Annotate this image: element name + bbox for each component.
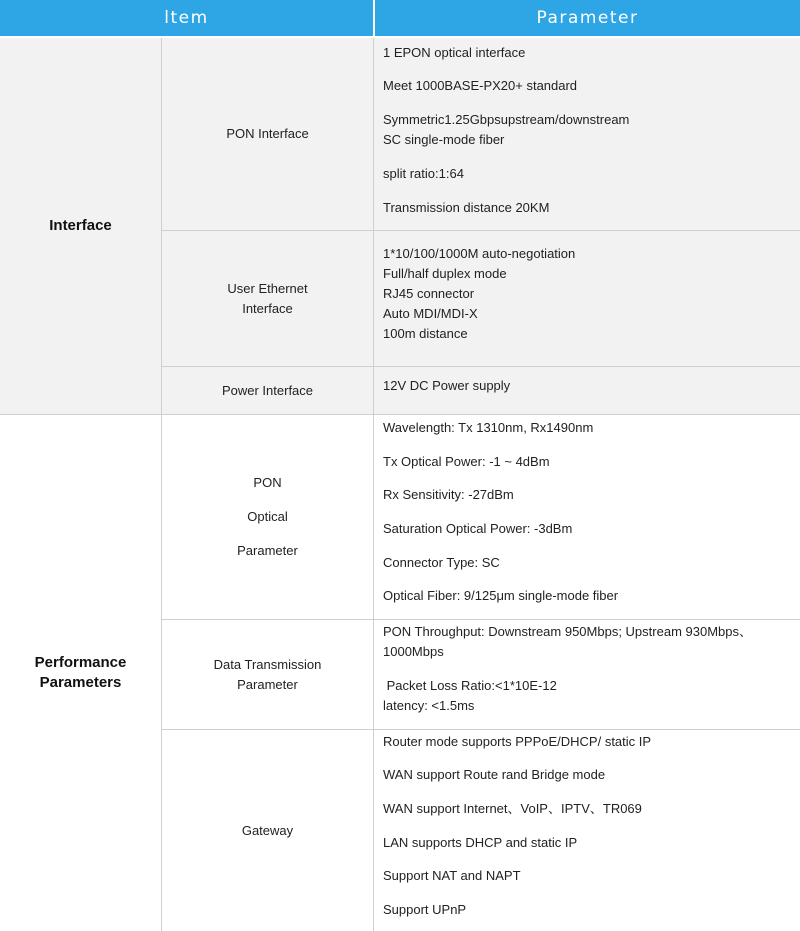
param-line: Support UPnP [383,902,467,917]
gateway-label: Gateway [241,822,294,838]
param-line: WAN support Internet、VoIP、IPTV、TR069 [383,801,642,816]
param-line: 100m distance [383,326,468,341]
header-item: ltem [0,0,373,36]
optical-label-1: PON [253,475,282,490]
optical-label-2: Optical [247,509,288,524]
param-line: 1*10/100/1000M auto-negotiation [383,246,576,261]
param-line: Auto MDI/MDI-X [383,306,478,321]
param-line: PON Throughput: Downstream 950Mbps; Upstream 930Mbps、 [383,624,752,639]
data-label-1: Data Transmission [213,656,322,672]
param-line: Support NAT and NAPT [383,868,521,883]
grid-line [0,414,800,415]
param-line: split ratio:1:64 [383,166,464,181]
ethernet-label-1: User Ethernet [227,280,308,296]
param-line: latency: <1.5ms [383,698,475,713]
category-performance [0,415,161,931]
param-line: Saturation Optical Power: -3dBm [383,521,573,536]
param-line: WAN support Route rand Bridge mode [383,767,606,782]
row-label-gateway [162,730,373,931]
param-line: Full/half duplex mode [383,266,507,281]
param-line: 1 EPON optical interface [383,45,526,60]
param-line: RJ45 connector [383,286,475,301]
row-label-pon-optical [162,415,373,619]
category-performance-label-2: Parameters [39,674,122,691]
category-interface-label: Interface [49,217,112,234]
param-line: Router mode supports PPPoE/DHCP/ static IP [383,734,652,749]
param-line: Meet 1000BASE-PX20+ standard [383,78,578,93]
param-line: Connector Type: SC [383,555,500,570]
pon-interface-label: PON Interface [226,126,309,141]
row-label-pon-interface [162,38,373,230]
param-line: Packet Loss Ratio:<1*10E-12 [383,678,557,693]
category-interface [0,38,161,414]
header-parameter: Parameter [375,0,800,36]
param-line: SC single-mode fiber [383,132,505,147]
param-line: Wavelength: Tx 1310nm, Rx1490nm [383,420,594,435]
power-label: Power Interface [221,382,314,398]
grid-line [373,38,374,931]
param-line: Symmetric1.25Gbpsupstream/downstream [383,112,630,127]
row-label-data-transmission [162,620,373,729]
row-label-user-ethernet [162,231,373,366]
data-label-2: Parameter [237,676,298,692]
category-performance-label-1: Performance [34,654,127,671]
row-label-power [162,367,373,414]
param-line: Transmission distance 20KM [383,200,550,215]
param-line: Tx Optical Power: -1 ~ 4dBm [383,454,550,469]
param-line: Optical Fiber: 9/125μm single-mode fiber [383,588,619,603]
param-line: 1000Mbps [383,644,444,659]
ethernet-label-2: Interface [242,300,293,316]
param-line: LAN supports DHCP and static IP [383,835,578,850]
param-line: Rx Sensitivity: -27dBm [383,487,514,502]
param-line: 12V DC Power supply [383,378,511,393]
optical-label-3: Parameter [237,543,298,558]
